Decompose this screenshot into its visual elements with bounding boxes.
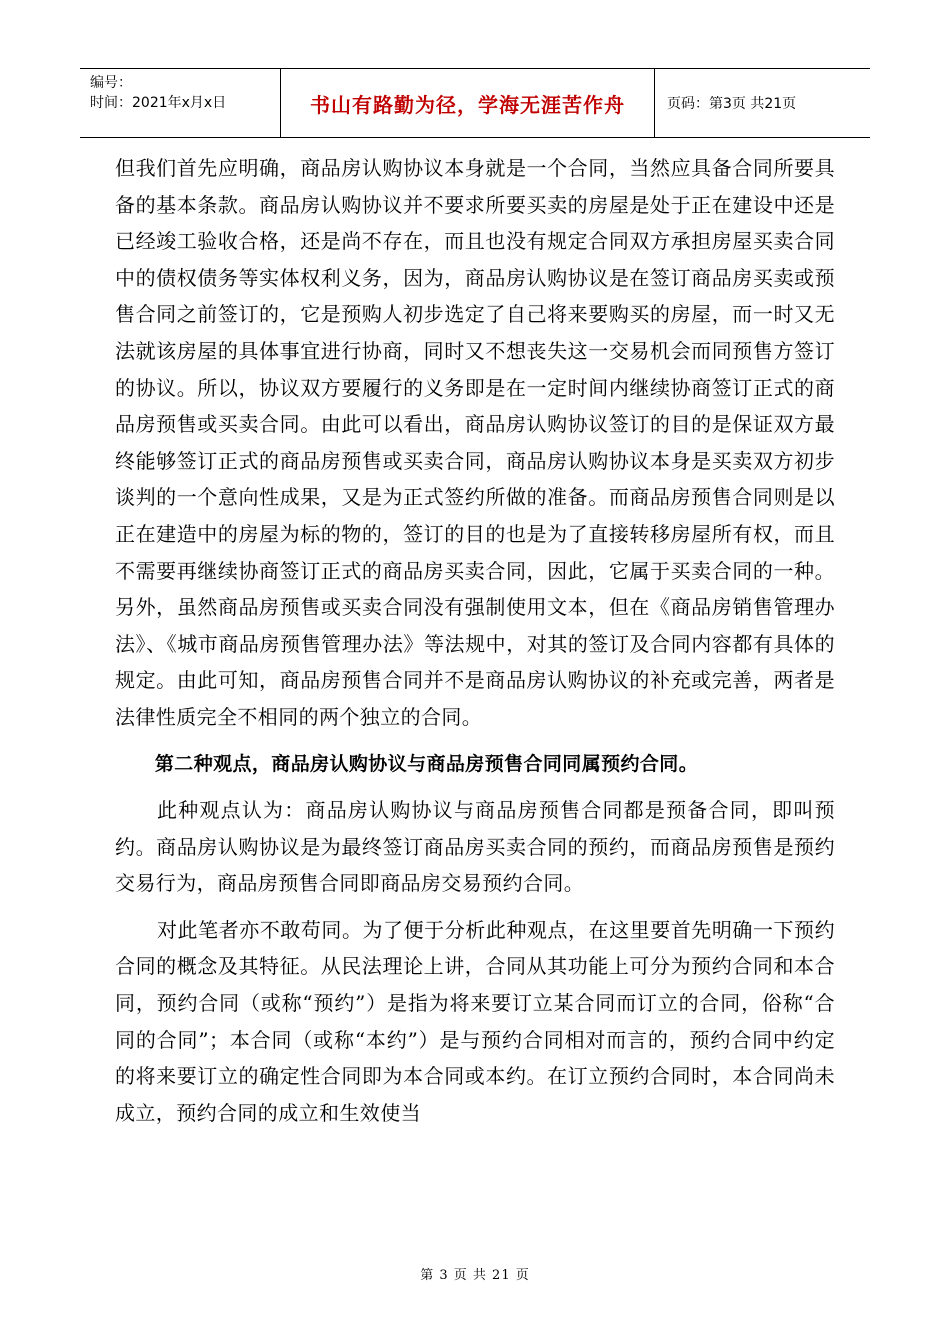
body-paragraph: 对此笔者亦不敢苟同。为了便于分析此种观点，在这里要首先明确一下预约合同的概念及其特征。从民法理论上讲，合同从其功能上可分为预约合同和本合同，预约合同（或称“预约”）是指为将来要订立某合同而订立的合同，俗称“合同的合同”；本合同（或称“本约”）是与预约合同相对而言的，预约合同中约定的将来要订立的确定性合同即为本合同或本约。在订立预约合同时，本合同尚未成立，预约合同的成立和生效使当	[115, 917, 835, 1125]
page-footer: 第 3 页 共 21 页	[420, 1268, 530, 1283]
date-label: 时间：2021年x月x日	[90, 95, 227, 111]
motto-text: 书山有路勤为径，学海无涯苦作舟	[310, 92, 625, 117]
body-paragraph: 但我们首先应明确，商品房认购协议本身就是一个合同，当然应具备合同所要具备的基本条款。商品房认购协议并不要求所要买卖的房屋是处于正在建设中还是已经竣工验收合格，还是尚不存在，而且也没有规定合同双方承担房屋买卖合同中的债权债务等实体权利义务，因为，商品房认购协议是在签订商品房买卖或预售合同之前签订的，它是预购人初步选定了自己将来要购买的房屋，而一时又无法就该房屋的具体事宜进行协商，同时又不想丧失这一交易机会而同预售方签订的协议。所以，协议双方要履行的义务即是在一定时间内继续协商签订正式的商品房预售或买卖合同。由此可以看出，商品房认购协议签订的目的是保证双方最终能够签订正式的商品房预售或买卖合同，商品房认购协议本身是买卖双方初步谈判的一个意向性成果，又是为正式签约所做的准备。而商品房预售合同则是以正在建造中的房屋为标的物的，签订的目的也是为了直接转移房屋所有权，而且不需要再继续协商签订正式的商品房买卖合同，因此，它属于买卖合同的一种。另外，虽然商品房预售或买卖合同没有强制使用文本，但在《商品房销售管理办法》、《城市商品房预售管理办法》等法规中，对其的签订及合同内容都有具体的规定。由此可知，商品房预售合同并不是商品房认购协议的补充或完善，两者是法律性质完全不相同的两个独立的合同。	[115, 156, 835, 729]
document-body	[115, 150, 835, 1131]
header-motto-cell	[280, 69, 655, 137]
header-meta	[80, 69, 280, 137]
header-page-info-cell	[655, 69, 870, 137]
page-header	[80, 68, 870, 138]
section-heading: 第二种观点，商品房认购协议与商品房预售合同同属预约合同。	[154, 752, 699, 775]
page-info: 页码：第3页 共21页	[667, 96, 797, 112]
body-paragraph: 此种观点认为：商品房认购协议与商品房预售合同都是预备合同，即叫预约。商品房认购协议是为最终签订商品房买卖合同的预约，而商品房预售是预约交易行为，商品房预售合同即商品房交易预约合同。	[115, 798, 835, 896]
serial-number-label: 编号：	[90, 75, 132, 91]
